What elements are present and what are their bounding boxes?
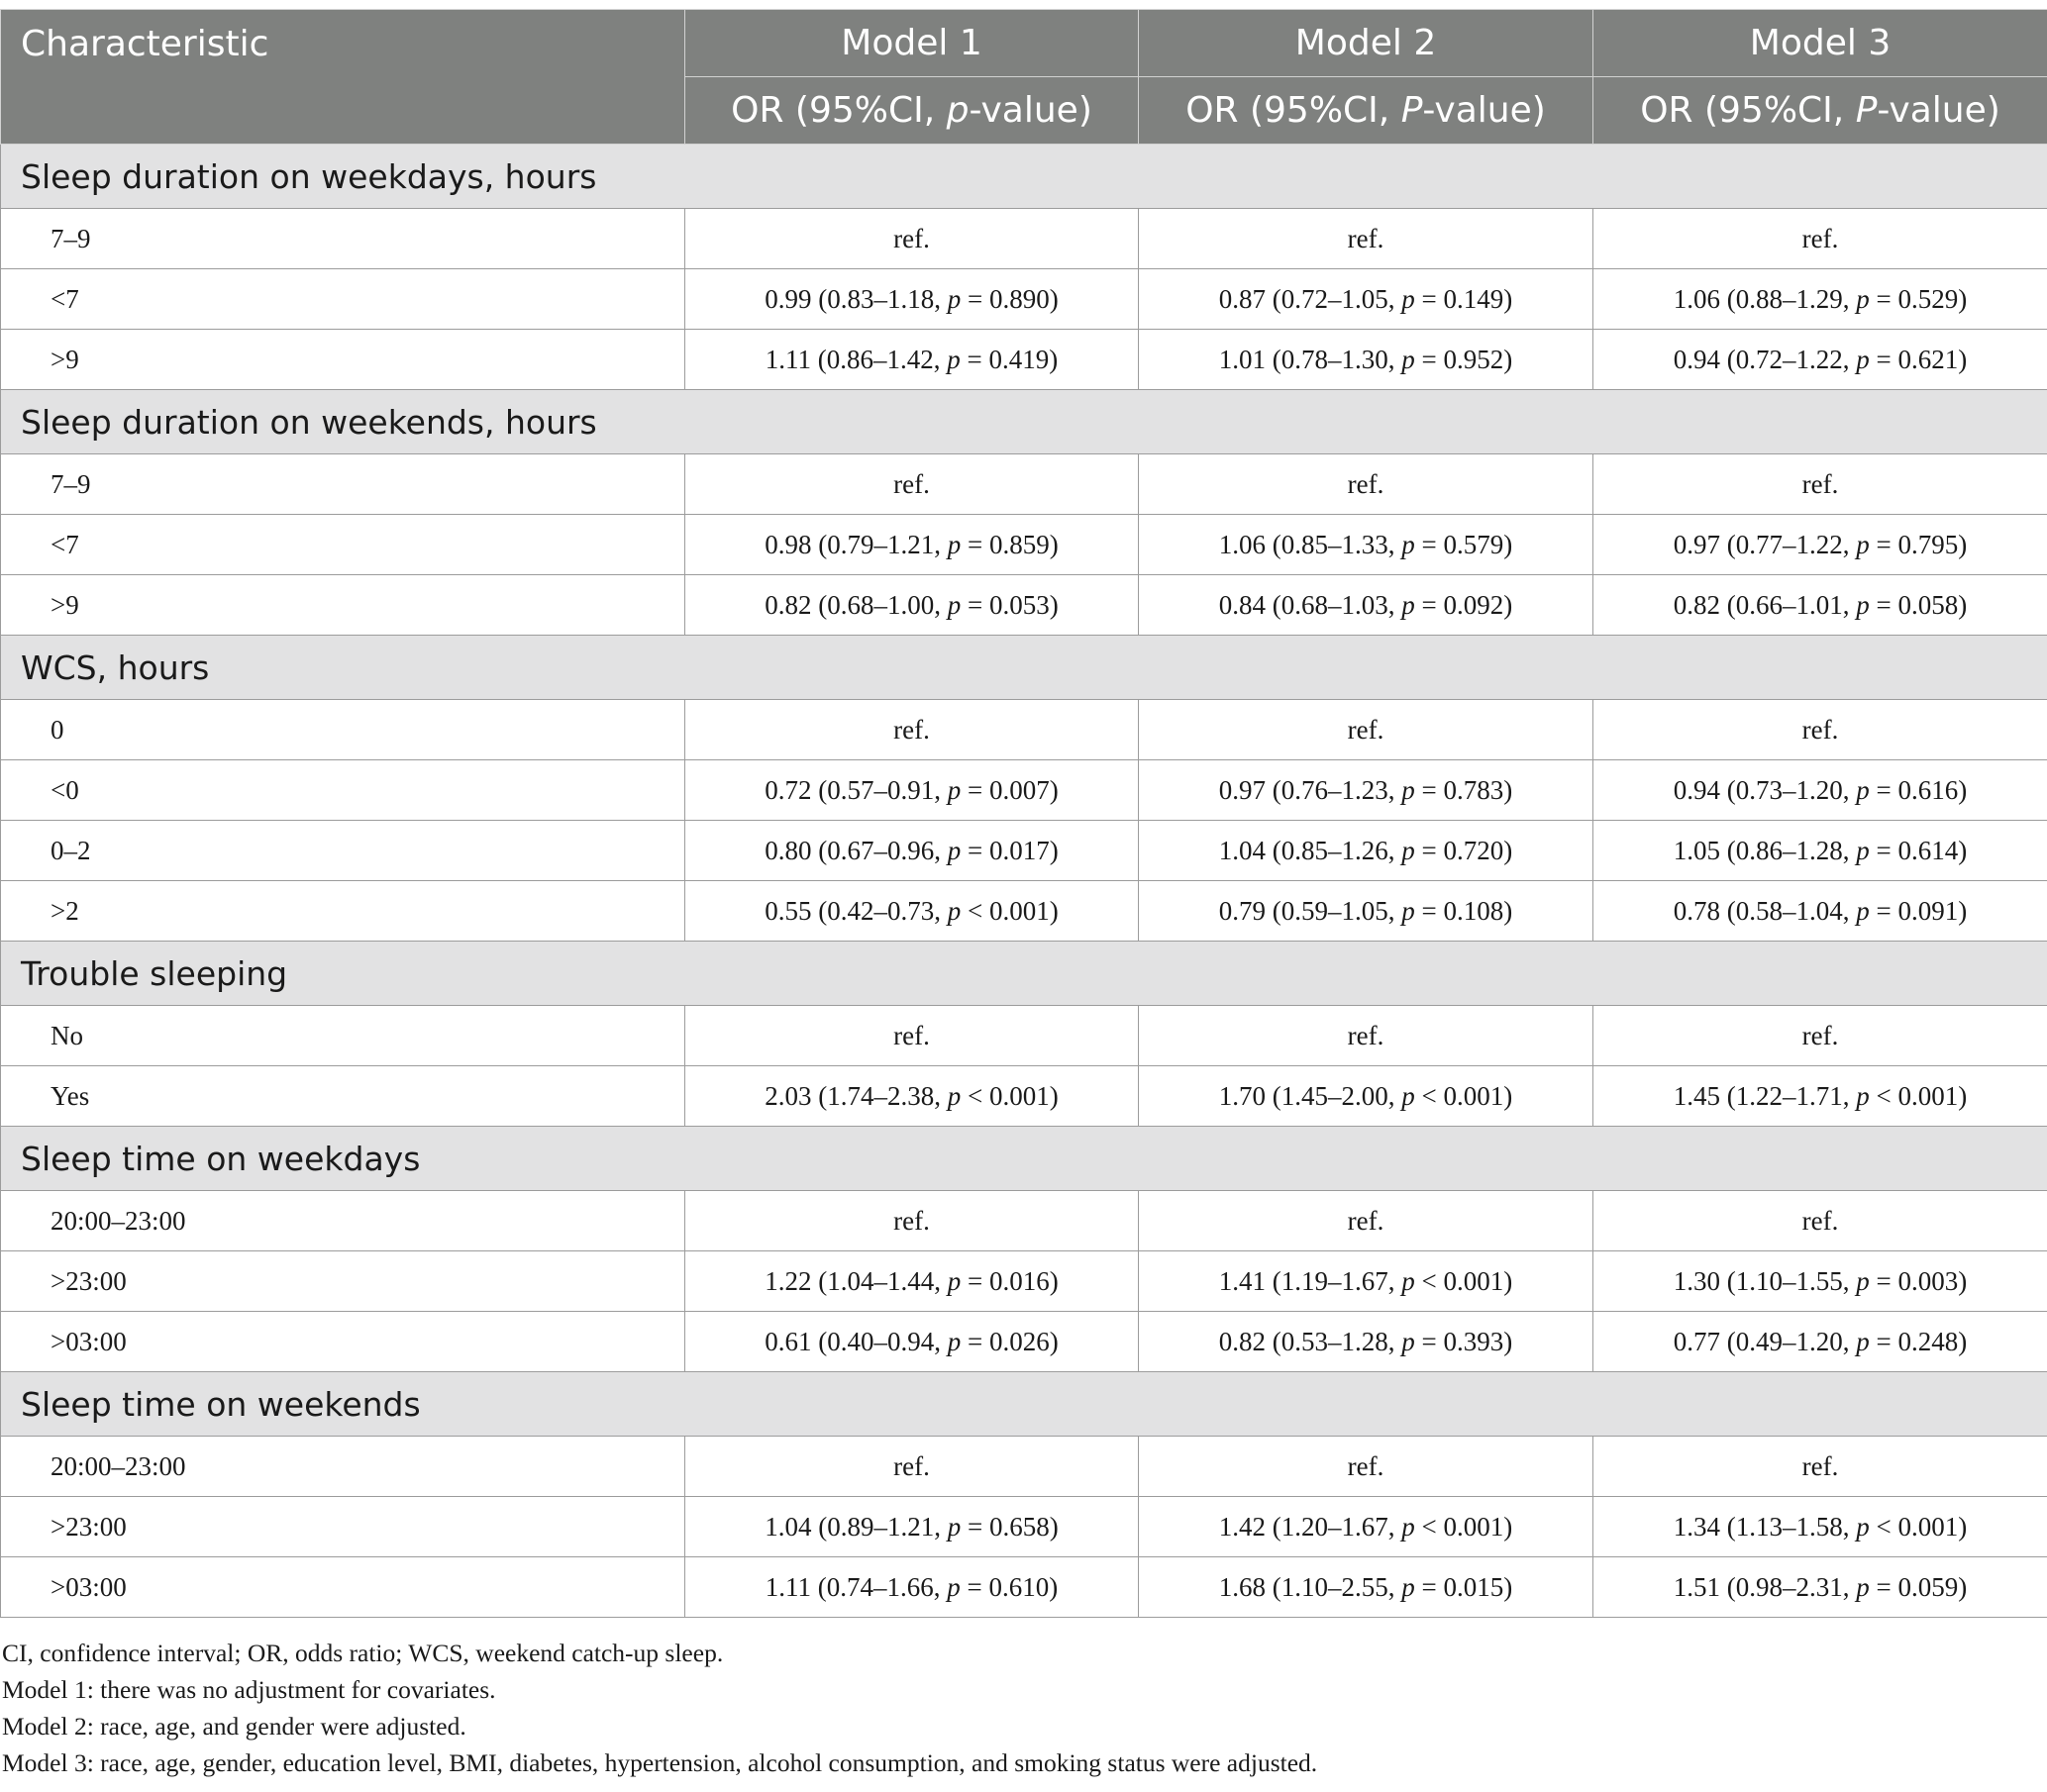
p-symbol: p (1401, 344, 1415, 374)
p-value-text: = 0.783) (1414, 774, 1513, 805)
p-value-text: = 0.658) (961, 1511, 1059, 1542)
p-symbol: p (1401, 895, 1415, 926)
model-3-header: Model 3 (1593, 10, 2047, 77)
section-header-row (1, 1372, 2047, 1437)
row-label: 20:00–23:00 (1, 1191, 685, 1251)
model-3-value (1593, 330, 2047, 390)
row-label: >23:00 (1, 1251, 685, 1312)
p-symbol: p (1401, 774, 1415, 805)
p-symbol: p (1856, 835, 1870, 865)
section-title: Trouble sleeping (1, 942, 2047, 1006)
model-1-value (685, 1066, 1139, 1127)
model-1-value (685, 515, 1139, 575)
p-value-text: = 0.529) (1869, 283, 1968, 314)
table-footnotes (2, 1635, 2042, 1781)
table-row (1, 1497, 2047, 1557)
p-value-text: = 0.108) (1414, 895, 1513, 926)
p-symbol: p (947, 529, 962, 559)
row-label: <7 (1, 269, 685, 330)
table-row (1, 1191, 2047, 1251)
table-row (1, 575, 2047, 636)
p-symbol: p (1401, 529, 1415, 559)
footnote-model-3: Model 3: race, age, gender, education level, BMI, diabetes, hypertension, alcohol consumption, and smoking status were adjusted. (2, 1748, 1318, 1777)
model-2-value: ref. (1139, 1006, 1593, 1066)
row-label: <7 (1, 515, 685, 575)
model-1-value: ref. (685, 454, 1139, 515)
table-row (1, 1006, 2047, 1066)
or-ci-text: 1.11 (0.74–1.66, (765, 1571, 948, 1602)
row-label: >03:00 (1, 1557, 685, 1618)
model-2-value: ref. (1139, 209, 1593, 269)
model-1-value: ref. (685, 209, 1139, 269)
p-symbol: p (1856, 1326, 1870, 1356)
table-row (1, 821, 2047, 881)
p-symbol: p (1856, 1511, 1870, 1542)
p-value-text: = 0.616) (1869, 774, 1968, 805)
row-label: >9 (1, 575, 685, 636)
or-ci-text: 0.55 (0.42–0.73, (765, 895, 948, 926)
p-value-text: = 0.058) (1869, 589, 1968, 620)
model-3-value (1593, 1066, 2047, 1127)
model-2-value (1139, 269, 1593, 330)
results-table (0, 9, 2047, 1618)
p-value-text: = 0.890) (961, 283, 1059, 314)
or-ci-text: 0.78 (0.58–1.04, (1673, 895, 1857, 926)
model-3-value (1593, 760, 2047, 821)
section-title: WCS, hours (1, 636, 2047, 700)
or-ci-text: 0.98 (0.79–1.21, (765, 529, 948, 559)
model-2-header: Model 2 (1139, 10, 1593, 77)
model-1-value (685, 821, 1139, 881)
or-ci-text: 1.22 (1.04–1.44, (765, 1265, 948, 1296)
model-1-value (685, 760, 1139, 821)
model-2-value (1139, 881, 1593, 942)
p-symbol: p (1856, 1080, 1870, 1111)
or-ci-text: 1.51 (0.98–2.31, (1673, 1571, 1857, 1602)
section-header-row (1, 390, 2047, 454)
p-symbol: p (1856, 344, 1870, 374)
table-row (1, 700, 2047, 760)
or-ci-text: 1.68 (1.10–2.55, (1218, 1571, 1402, 1602)
p-value-text: = 0.059) (1869, 1571, 1968, 1602)
p-value-text: < 0.001) (1869, 1511, 1968, 1542)
or-ci-text: 0.79 (0.59–1.05, (1218, 895, 1402, 926)
section-title: Sleep time on weekdays (1, 1127, 2047, 1191)
p-value-text: < 0.001) (1414, 1080, 1513, 1111)
model-3-value: ref. (1593, 1006, 2047, 1066)
table-row (1, 1066, 2047, 1127)
or-ci-text: 0.72 (0.57–0.91, (765, 774, 948, 805)
p-symbol: p (1401, 283, 1415, 314)
section-header-row (1, 636, 2047, 700)
model-3-value: ref. (1593, 1191, 2047, 1251)
p-symbol: p (947, 895, 962, 926)
p-symbol: p (947, 835, 962, 865)
or-ci-text: 1.41 (1.19–1.67, (1218, 1265, 1402, 1296)
model-2-value (1139, 1497, 1593, 1557)
model-1-value: ref. (685, 1437, 1139, 1497)
model-2-value (1139, 1312, 1593, 1372)
row-label: <0 (1, 760, 685, 821)
p-symbol: p (1856, 1265, 1870, 1296)
model-3-value: ref. (1593, 454, 2047, 515)
model-2-value (1139, 760, 1593, 821)
model-2-value: ref. (1139, 1437, 1593, 1497)
p-symbol: p (947, 344, 961, 374)
p-value-text: = 0.091) (1869, 895, 1968, 926)
table-row (1, 1557, 2047, 1618)
model-3-value: ref. (1593, 700, 2047, 760)
p-value-text: = 0.092) (1414, 589, 1513, 620)
table-row (1, 330, 2047, 390)
section-header-row (1, 942, 2047, 1006)
model-3-value (1593, 575, 2047, 636)
model-2-value: ref. (1139, 1191, 1593, 1251)
model-3-value (1593, 881, 2047, 942)
p-value-text: < 0.001) (961, 1080, 1059, 1111)
model-1-value (685, 1312, 1139, 1372)
or-ci-text: 0.77 (0.49–1.20, (1673, 1326, 1857, 1356)
footnote-model-1: Model 1: there was no adjustment for covariates. (2, 1675, 496, 1704)
row-label: >2 (1, 881, 685, 942)
or-ci-text: 1.06 (0.88–1.29, (1673, 283, 1857, 314)
model-3-value: ref. (1593, 1437, 2047, 1497)
row-label: No (1, 1006, 685, 1066)
section-header-row (1, 1127, 2047, 1191)
p-value-text: < 0.001) (1414, 1511, 1513, 1542)
model-3-subheader: OR (95%CI, P-value) (1593, 77, 2047, 145)
model-1-value: ref. (685, 1191, 1139, 1251)
p-value-text: = 0.393) (1414, 1326, 1513, 1356)
or-ci-text: 0.99 (0.83–1.18, (765, 283, 948, 314)
model-3-value (1593, 515, 2047, 575)
or-ci-text: 1.70 (1.45–2.00, (1218, 1080, 1402, 1111)
model-2-value (1139, 1066, 1593, 1127)
model-1-value (685, 269, 1139, 330)
section-title: Sleep time on weekends (1, 1372, 2047, 1437)
table-row (1, 269, 2047, 330)
p-value-text: < 0.001) (1869, 1080, 1968, 1111)
p-symbol: p (1401, 589, 1415, 620)
p-value-text: = 0.007) (961, 774, 1059, 805)
model-1-value: ref. (685, 700, 1139, 760)
p-value-text: = 0.017) (961, 835, 1059, 865)
or-ci-text: 0.82 (0.66–1.01, (1673, 589, 1857, 620)
table-row (1, 515, 2047, 575)
p-value-text: = 0.026) (961, 1326, 1059, 1356)
p-symbol: p (947, 1571, 961, 1602)
model-2-value (1139, 821, 1593, 881)
p-value-text: < 0.001) (961, 895, 1059, 926)
p-symbol: p (947, 1080, 962, 1111)
model-3-value (1593, 821, 2047, 881)
characteristic-header: Characteristic (1, 10, 685, 145)
p-symbol: p (947, 283, 962, 314)
or-ci-text: 1.45 (1.22–1.71, (1673, 1080, 1857, 1111)
model-1-value: ref. (685, 1006, 1139, 1066)
section-title: Sleep duration on weekdays, hours (1, 145, 2047, 209)
p-value-text: = 0.610) (960, 1571, 1059, 1602)
footnote-model-2: Model 2: race, age, and gender were adjusted. (2, 1712, 466, 1741)
model-1-header: Model 1 (685, 10, 1139, 77)
row-label: >23:00 (1, 1497, 685, 1557)
or-ci-text: 0.80 (0.67–0.96, (765, 835, 948, 865)
or-ci-text: 1.11 (0.86–1.42, (765, 344, 948, 374)
model-1-value (685, 1497, 1139, 1557)
or-ci-text: 0.97 (0.76–1.23, (1218, 774, 1402, 805)
p-value-text: = 0.248) (1869, 1326, 1968, 1356)
p-value-text: = 0.003) (1869, 1265, 1968, 1296)
table-row (1, 760, 2047, 821)
model-1-value (685, 1557, 1139, 1618)
or-ci-text: 0.82 (0.53–1.28, (1218, 1326, 1402, 1356)
or-ci-text: 0.61 (0.40–0.94, (765, 1326, 948, 1356)
p-symbol: p (947, 1265, 962, 1296)
p-symbol: p (1856, 529, 1870, 559)
row-label: 0–2 (1, 821, 685, 881)
row-label: 20:00–23:00 (1, 1437, 685, 1497)
model-3-value (1593, 1312, 2047, 1372)
table-row (1, 881, 2047, 942)
row-label: >03:00 (1, 1312, 685, 1372)
or-ci-text: 2.03 (1.74–2.38, (765, 1080, 948, 1111)
model-3-value (1593, 1557, 2047, 1618)
p-symbol: p (1856, 589, 1870, 620)
or-ci-text: 0.97 (0.77–1.22, (1673, 529, 1857, 559)
p-value-text: = 0.579) (1414, 529, 1513, 559)
or-ci-text: 0.82 (0.68–1.00, (765, 589, 948, 620)
model-2-value (1139, 330, 1593, 390)
model-2-value (1139, 1251, 1593, 1312)
or-ci-text: 0.94 (0.72–1.22, (1673, 344, 1857, 374)
or-ci-text: 1.05 (0.86–1.28, (1673, 835, 1857, 865)
row-label: >9 (1, 330, 685, 390)
p-symbol: p (1401, 835, 1415, 865)
model-2-value (1139, 575, 1593, 636)
p-symbol: p (1401, 1080, 1415, 1111)
p-value-text: = 0.614) (1869, 835, 1968, 865)
p-symbol: p (947, 589, 962, 620)
model-3-value (1593, 1497, 2047, 1557)
row-label: 7–9 (1, 454, 685, 515)
p-value-text: = 0.149) (1414, 283, 1513, 314)
row-label: Yes (1, 1066, 685, 1127)
model-3-value (1593, 1251, 2047, 1312)
p-symbol: p (1856, 774, 1870, 805)
table-header (1, 10, 2047, 145)
table-row (1, 454, 2047, 515)
or-ci-text: 0.94 (0.73–1.20, (1673, 774, 1857, 805)
table-row (1, 1251, 2047, 1312)
or-ci-text: 1.42 (1.20–1.67, (1218, 1511, 1402, 1542)
p-value-text: = 0.053) (961, 589, 1059, 620)
or-ci-text: 1.01 (0.78–1.30, (1218, 344, 1402, 374)
p-symbol: p (947, 1326, 962, 1356)
model-2-value: ref. (1139, 454, 1593, 515)
section-header-row (1, 145, 2047, 209)
model-2-value (1139, 1557, 1593, 1618)
p-value-text: = 0.859) (961, 529, 1059, 559)
model-1-value (685, 575, 1139, 636)
row-label: 0 (1, 700, 685, 760)
p-symbol: p (1401, 1511, 1415, 1542)
model-1-value (685, 1251, 1139, 1312)
table-row (1, 209, 2047, 269)
or-ci-text: 1.04 (0.89–1.21, (765, 1511, 948, 1542)
model-1-value (685, 330, 1139, 390)
table-body (1, 145, 2047, 1618)
model-1-value (685, 881, 1139, 942)
p-value-text: = 0.016) (961, 1265, 1059, 1296)
model-1-subheader: OR (95%CI, p-value) (685, 77, 1139, 145)
model-2-value (1139, 515, 1593, 575)
p-symbol: p (1401, 1326, 1415, 1356)
p-value-text: = 0.621) (1869, 344, 1968, 374)
p-symbol: p (947, 1511, 962, 1542)
section-title: Sleep duration on weekends, hours (1, 390, 2047, 454)
p-value-text: < 0.001) (1414, 1265, 1513, 1296)
or-ci-text: 1.30 (1.10–1.55, (1673, 1265, 1857, 1296)
table-row (1, 1312, 2047, 1372)
p-value-text: = 0.795) (1869, 529, 1968, 559)
p-value-text: = 0.952) (1414, 344, 1513, 374)
p-symbol: p (1401, 1571, 1415, 1602)
model-2-value: ref. (1139, 700, 1593, 760)
p-symbol: p (1856, 895, 1870, 926)
or-ci-text: 0.87 (0.72–1.05, (1218, 283, 1402, 314)
p-value-text: = 0.720) (1414, 835, 1513, 865)
or-ci-text: 0.84 (0.68–1.03, (1218, 589, 1402, 620)
model-3-value: ref. (1593, 209, 2047, 269)
or-ci-text: 1.06 (0.85–1.33, (1218, 529, 1402, 559)
p-symbol: p (1856, 283, 1870, 314)
p-value-text: = 0.015) (1414, 1571, 1513, 1602)
footnote-abbreviations: CI, confidence interval; OR, odds ratio; WCS, weekend catch-up sleep. (2, 1639, 724, 1667)
p-value-text: = 0.419) (960, 344, 1059, 374)
p-symbol: p (947, 774, 962, 805)
table-row (1, 1437, 2047, 1497)
model-2-subheader: OR (95%CI, P-value) (1139, 77, 1593, 145)
or-ci-text: 1.34 (1.13–1.58, (1673, 1511, 1857, 1542)
or-ci-text: 1.04 (0.85–1.26, (1218, 835, 1402, 865)
p-symbol: p (1401, 1265, 1415, 1296)
model-3-value (1593, 269, 2047, 330)
p-symbol: p (1856, 1571, 1870, 1602)
row-label: 7–9 (1, 209, 685, 269)
